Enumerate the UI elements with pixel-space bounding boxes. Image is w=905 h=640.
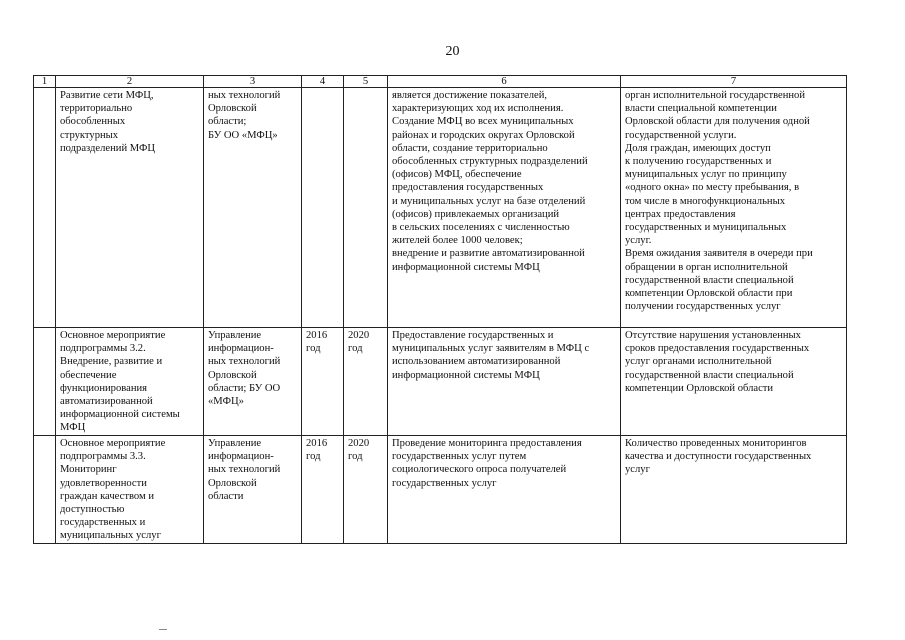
- row-number-cell: [34, 88, 56, 328]
- executor-cell: ных технологий Орловской области; БУ ОО «МФЦ»: [204, 88, 302, 328]
- page-number: 20: [445, 44, 460, 59]
- column-header: 5: [344, 76, 388, 88]
- start-year-cell: 2016 год: [302, 328, 344, 436]
- executor-cell: Управление информацион- ных технологий Орловской области; БУ ОО «МФЦ»: [204, 328, 302, 436]
- expected-result-cell: Предоставление государственных и муниципальных услуг заявителям в МФЦ с использованием автоматизированной информационной системы МФЦ: [388, 328, 621, 436]
- indicator-cell: орган исполнительной государственной власти специальной компетенции Орловской области для получения одной государственной услуги. Доля граждан, имеющих доступ к получению государственных и муниципальных услуг по принципу «одного окна» по месту пребывания, в том числе в многофункциональных центрах предоставления государственных и муниципальных услуг. Время ожидания заявителя в очереди при обращении в орган исполнительной государственной власти специальной компетенции Орловской области при получении государственных услуг: [621, 88, 847, 328]
- activity-name-cell: Основное мероприятие подпрограммы 3.3. Мониторинг удовлетворенности граждан качеством и доступностью государственных и муниципальных услуг: [56, 436, 204, 544]
- indicator-cell: Отсутствие нарушения установленных сроков предоставления государственных услуг органами исполнительной государственной власти специальной компетенции Орловской области: [621, 328, 847, 436]
- indicator-cell: Количество проведенных мониторингов качества и доступности государственных услуг: [621, 436, 847, 544]
- row-number-cell: [34, 328, 56, 436]
- activity-name-cell: Развитие сети МФЦ, территориально обособленных структурных подразделений МФЦ: [56, 88, 204, 328]
- row-number-cell: [34, 436, 56, 544]
- column-header: 6: [388, 76, 621, 88]
- end-year-cell: 2020 год: [344, 328, 388, 436]
- column-header: 4: [302, 76, 344, 88]
- executor-cell: Управление информацион- ных технологий Орловской области: [204, 436, 302, 544]
- start-year-cell: [302, 88, 344, 328]
- table-row: [34, 88, 847, 328]
- expected-result-cell: является достижение показателей, характеризующих ход их исполнения. Создание МФЦ во всех муниципальных районах и городских округах Орловской области, создание территориально обособленных структурных подразделений (офисов) МФЦ, обеспечение предоставления государственных и муниципальных услуг на базе отделений (офисов) привлекаемых организаций в сельских поселениях с численностью жителей более 1000 человек; внедрение и развитие автоматизированной информационной системы МФЦ: [388, 88, 621, 328]
- table-row: [34, 436, 847, 544]
- end-year-cell: 2020 год: [344, 436, 388, 544]
- column-header: 1: [34, 76, 56, 88]
- start-year-cell: 2016 год: [302, 436, 344, 544]
- end-year-cell: [344, 88, 388, 328]
- table-row: [34, 328, 847, 436]
- column-header: 2: [56, 76, 204, 88]
- column-header: 3: [204, 76, 302, 88]
- program-table: [33, 75, 847, 544]
- header-row: [34, 76, 847, 88]
- scan-mark: [159, 629, 167, 630]
- expected-result-cell: Проведение мониторинга предоставления государственных услуг путем социологического опроса получателей государственных услуг: [388, 436, 621, 544]
- activity-name-cell: Основное мероприятие подпрограммы 3.2. Внедрение, развитие и обеспечение функционирования автоматизированной информационной системы МФЦ: [56, 328, 204, 436]
- column-header: 7: [621, 76, 847, 88]
